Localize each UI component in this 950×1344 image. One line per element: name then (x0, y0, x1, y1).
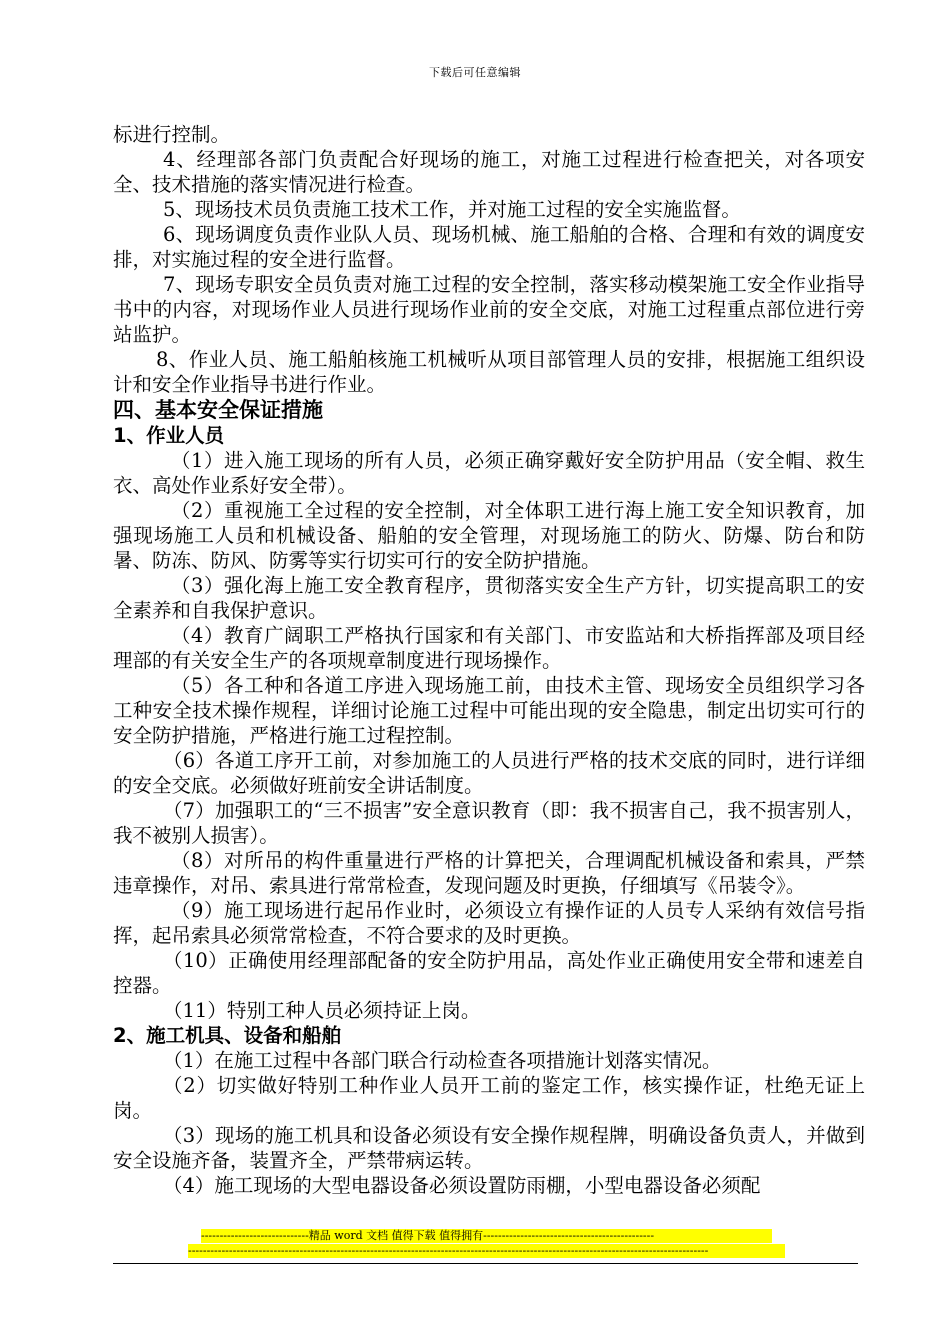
footer-dash-line: -------------------------------------------------------------------------------------------------------------------------------------------- (188, 1244, 785, 1258)
paragraph: （9）施工现场进行起吊作业时，必须设立有操作证的人员专人采纳有效信号指挥，起吊索具必须常常检查，不符合要求的及时更换。 (113, 899, 865, 947)
paragraph: （3）强化海上施工安全教育程序，贯彻落实安全生产方针，切实提高职工的安全素养和自我保护意识。 (113, 574, 865, 622)
subsection-heading: 1、作业人员 (113, 424, 225, 447)
paragraph: 标进行控制。 (113, 123, 231, 146)
paragraph: （7）加强职工的“三不损害”安全意识教育（即：我不损害自己，我不损害别人，我不被别人损害）。 (113, 799, 865, 847)
page-header: 下载后可任意编辑 (429, 66, 521, 79)
paragraph: 7、现场专职安全员负责对施工过程的安全控制，落实移动模架施工安全作业指导书中的内容，对现场作业人员进行现场作业前的安全交底，对施工过程重点部位进行旁站监护。 (113, 273, 865, 346)
subsection-heading: 2、施工机具、设备和船舶 (113, 1024, 342, 1047)
paragraph: （5）各工种和各道工序进入现场施工前，由技术主管、现场安全员组织学习各工种安全技术操作规程，详细讨论施工过程中可能出现的安全隐患，制定出切实可行的安全防护措施，严格进行施工过程控制。 (113, 674, 865, 747)
footer-rule (113, 1263, 858, 1264)
footer-banner: -----------------------------精品 word 文档 值得下载 值得拥有---------------------------------------------- (201, 1229, 772, 1243)
paragraph: （2）切实做好特别工种作业人员开工前的鉴定工作，核实操作证，杜绝无证上岗。 (113, 1074, 865, 1122)
paragraph: （1）在施工过程中各部门联合行动检查各项措施计划落实情况。 (163, 1049, 722, 1072)
paragraph: （3）现场的施工机具和设备必须设有安全操作规程牌，明确设备负责人，并做到安全设施齐备，装置齐全，严禁带病运转。 (113, 1124, 865, 1172)
paragraph: （6）各道工序开工前，对参加施工的人员进行严格的技术交底的同时，进行详细的安全交底。必须做好班前安全讲话制度。 (113, 749, 865, 797)
paragraph: 8、作业人员、施工船舶核施工机械听从项目部管理人员的安排，根据施工组织设计和安全作业指导书进行作业。 (113, 348, 865, 396)
section-heading: 四、基本安全保证措施 (113, 398, 323, 422)
paragraph: （10）正确使用经理部配备的安全防护用品，高处作业正确使用安全带和速差自控器。 (113, 949, 865, 997)
paragraph: 6、现场调度负责作业队人员、现场机械、施工船舶的合格、合理和有效的调度安排，对实施过程的安全进行监督。 (113, 223, 865, 271)
paragraph: （2）重视施工全过程的安全控制，对全体职工进行海上施工安全知识教育，加强现场施工人员和机械设备、船舶的安全管理，对现场施工的防火、防爆、防台和防暑、防冻、防风、防雾等实行切实可行的安全防护措施。 (113, 499, 865, 572)
paragraph: （11）特别工种人员必须持证上岗。 (163, 999, 481, 1022)
document-body (113, 122, 865, 1198)
paragraph: （8）对所吊的构件重量进行严格的计算把关，合理调配机械设备和索具，严禁违章操作，对吊、索具进行常常检查，发现问题及时更换，仔细填写《吊装令》。 (113, 849, 865, 897)
paragraph: 4、经理部各部门负责配合好现场的施工，对施工过程进行检查把关，对各项安全、技术措施的落实情况进行检查。 (113, 148, 865, 196)
paragraph: （4）施工现场的大型电器设备必须设置防雨棚，小型电器设备必须配 (163, 1174, 761, 1197)
paragraph: 5、现场技术员负责施工技术工作，并对施工过程的安全实施监督。 (163, 198, 741, 221)
paragraph: （4）教育广阔职工严格执行国家和有关部门、市安监站和大桥指挥部及项目经理部的有关安全生产的各项规章制度进行现场操作。 (113, 624, 865, 672)
paragraph: （1）进入施工现场的所有人员，必须正确穿戴好安全防护用品（安全帽、救生衣、高处作业系好安全带）。 (113, 449, 865, 497)
